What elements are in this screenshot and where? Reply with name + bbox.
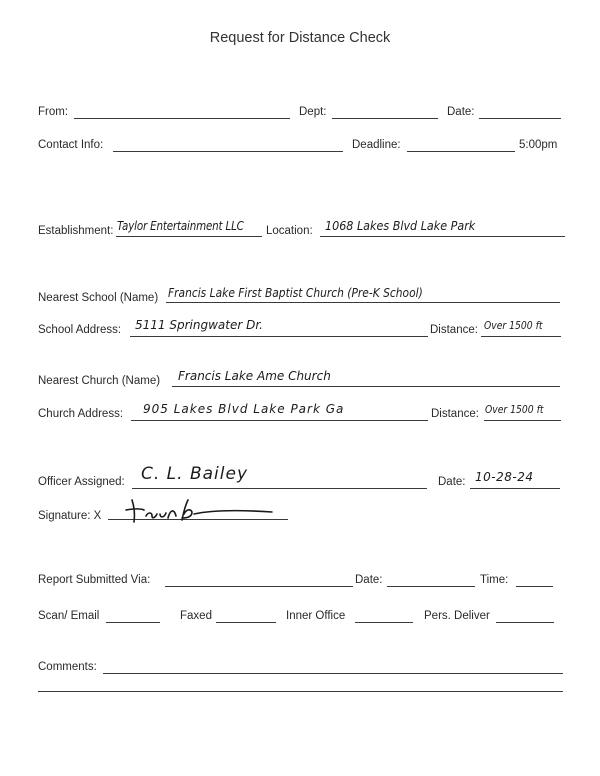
comments-label: Comments: <box>38 661 97 673</box>
church-distance-value: Over 1500 ft <box>485 404 544 416</box>
deadline-label: Deadline: <box>352 139 401 151</box>
comments-field-line-1[interactable] <box>103 673 563 674</box>
dept-field[interactable] <box>332 118 438 119</box>
officer-assigned-field[interactable] <box>132 488 427 489</box>
nearest-church-label: Nearest Church (Name) <box>38 375 161 387</box>
report-submitted-field[interactable] <box>165 586 353 587</box>
inner-office-field[interactable] <box>355 622 413 623</box>
faxed-label: Faxed <box>180 610 212 622</box>
school-address-field[interactable] <box>130 336 428 337</box>
location-label: Location: <box>266 225 313 237</box>
signature-label: Signature: X <box>38 510 102 522</box>
officer-signature <box>122 496 282 526</box>
school-distance-field[interactable] <box>481 336 561 337</box>
school-distance-value: Over 1500 ft <box>484 320 543 332</box>
school-address-value: 5111 Springwater Dr. <box>135 318 263 332</box>
church-address-label: Church Address: <box>38 408 124 420</box>
school-distance-label: Distance: <box>430 324 478 336</box>
establishment-label: Establishment: <box>38 225 114 237</box>
dept-label: Dept: <box>299 106 327 118</box>
nearest-school-label: Nearest School (Name) <box>38 292 159 304</box>
officer-date-value: 10-28-24 <box>475 470 534 484</box>
faxed-field[interactable] <box>216 622 276 623</box>
nearest-school-value: Francis Lake First Baptist Church (Pre-K School) <box>168 286 423 300</box>
scan-email-field[interactable] <box>106 622 160 623</box>
date-field[interactable] <box>479 118 561 119</box>
from-label: From: <box>38 106 69 118</box>
report-date-field[interactable] <box>387 586 475 587</box>
officer-assigned-label: Officer Assigned: <box>38 476 125 488</box>
report-time-label: Time: <box>480 574 509 586</box>
church-address-value: 905 Lakes Blvd Lake Park Ga <box>143 402 345 416</box>
church-distance-field[interactable] <box>484 420 561 421</box>
contact-info-label: Contact Info: <box>38 139 104 151</box>
nearest-school-field[interactable] <box>166 302 560 303</box>
inner-office-label: Inner Office <box>286 610 346 622</box>
from-field[interactable] <box>74 118 290 119</box>
establishment-value: Taylor Entertainment LLC <box>117 219 244 233</box>
contact-info-field[interactable] <box>113 151 343 152</box>
report-submitted-label: Report Submitted Via: <box>38 574 151 586</box>
report-date-label: Date: <box>355 574 383 586</box>
location-value: 1068 Lakes Blvd Lake Park <box>325 219 476 233</box>
officer-date-label: Date: <box>438 476 466 488</box>
date-label: Date: <box>447 106 475 118</box>
school-address-label: School Address: <box>38 324 122 336</box>
deadline-time: 5:00pm <box>519 139 558 151</box>
location-field[interactable] <box>320 236 565 237</box>
church-address-field[interactable] <box>131 420 428 421</box>
form-title: Request for Distance Check <box>209 30 391 46</box>
establishment-field[interactable] <box>116 236 262 237</box>
church-distance-label: Distance: <box>431 408 479 420</box>
scan-email-label: Scan/ Email <box>38 610 100 622</box>
officer-assigned-value: C. L. Bailey <box>141 464 249 484</box>
comments-field-line-2[interactable] <box>38 691 563 692</box>
deadline-field[interactable] <box>407 151 515 152</box>
officer-date-field[interactable] <box>470 488 560 489</box>
nearest-church-field[interactable] <box>172 386 560 387</box>
pers-deliver-label: Pers. Deliver <box>424 610 490 622</box>
report-time-field[interactable] <box>516 586 553 587</box>
nearest-church-value: Francis Lake Ame Church <box>178 369 331 383</box>
pers-deliver-field[interactable] <box>496 622 554 623</box>
